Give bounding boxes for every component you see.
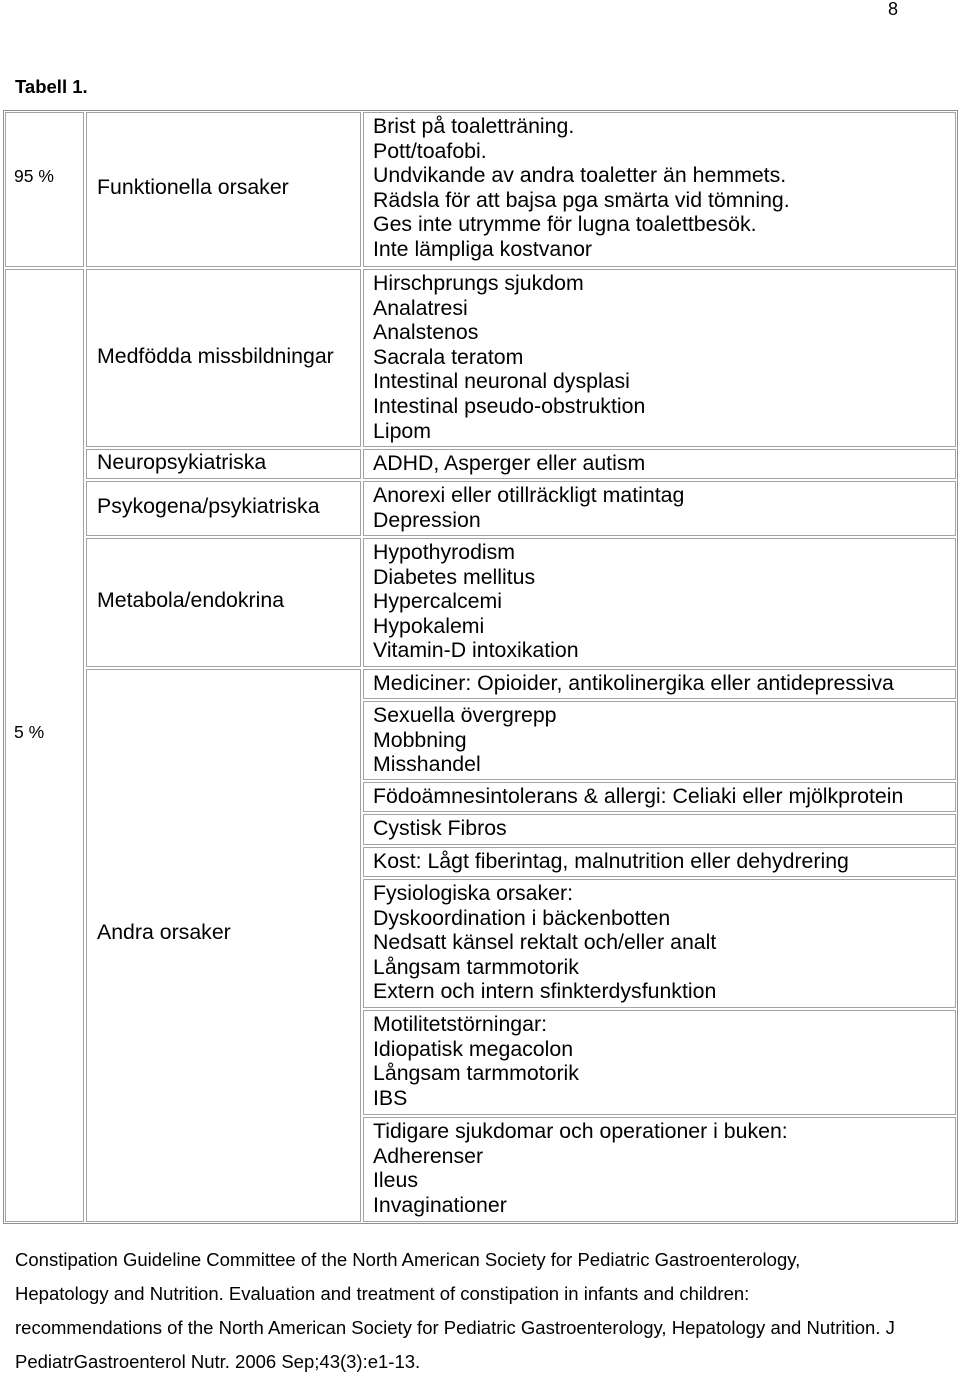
reference-line: recommendations of the North American Society for Pediatric Gastroenterology, Hepatology and Nutrition. J [15,1317,895,1338]
entry-line: IBS [373,1085,408,1110]
entry-line: Cystisk Fibros [373,816,507,840]
entry-line: Lipom [373,418,432,443]
entry-line: Hypothyrodism [373,540,516,564]
category-name: Neuropsykiatriska [97,449,267,474]
entry-line: Rädsla för att bajsa pga smärta vid tömning. [373,187,790,212]
entry-line: Diabetes mellitus [373,564,536,589]
category-name: Psykogena/psykiatriska [97,494,320,519]
page-number: 8 [888,0,899,19]
entry-line: Misshandel [373,752,481,777]
table-caption: Tabell 1. [15,76,88,97]
entry-line: Motilitetstörningar: [373,1012,547,1036]
entry-line: Depression [373,507,481,532]
reference-line: PediatrGastroenterol Nutr. 2006 Sep;43(3):e1-13. [15,1351,421,1372]
reference-line: Hepatology and Nutrition. Evaluation and treatment of constipation in infants and children: [15,1283,750,1304]
entry-line: Ges inte utrymme för lugna toalettbesök. [373,212,757,237]
entries-cell-motilitet [363,1010,956,1115]
reference-block [15,1249,895,1373]
entries-cell-overgrepp [363,701,956,780]
entry-line: Analatresi [373,295,468,320]
percent-cell-5 [5,269,84,1222]
category-name: Metabola/endokrina [97,588,285,613]
category-name: Medfödda missbildningar [97,343,334,368]
entries-cell-neuropsykiatriska [363,449,956,479]
entry-line: Dyskoordination i bäckenbotten [373,905,671,930]
entries-cell-metabola [363,538,956,667]
entry-line: Intestinal pseudo-obstruktion [373,393,646,418]
entry-line: Kost: Lågt fiberintag, malnutrition eller dehydrering [373,849,849,873]
entries-cell-kost [363,847,956,877]
category-cell-andra [86,669,361,1222]
entry-line: Nedsatt känsel rektalt och/eller analt [373,930,717,955]
entries-cell-funktionella [363,112,956,267]
entry-line: Intestinal neuronal dysplasi [373,369,630,394]
entry-line: Ileus [373,1168,418,1193]
percent-label: 5 % [14,721,45,742]
category-cell-psykogena [86,481,361,536]
entry-line: Extern och intern sfinkterdysfunktion [373,979,717,1004]
entries-cell-medfodda [363,269,956,447]
category-cell-neuropsykiatriska [86,449,361,479]
entry-line: Mediciner: Opioider, antikolinergika eller antidepressiva [373,671,894,695]
entries-cell-mediciner [363,669,956,699]
entry-line: Idiopatisk megacolon [373,1036,574,1061]
entry-line: Anorexi eller otillräckligt matintag [373,483,685,507]
entry-line: Invaginationer [373,1192,507,1217]
entry-line: Hypercalcemi [373,589,502,614]
entry-line: Undvikande av andra toaletter än hemmets. [373,163,787,188]
entry-line: Hirschprungs sjukdom [373,271,584,295]
causes-table [3,110,958,1224]
entry-line: Adherenser [373,1143,484,1168]
entry-line: Sexuella övergrepp [373,703,557,727]
category-cell-funktionella [86,112,361,267]
category-cell-metabola [86,538,361,667]
entries-cell-fodoamnesintolerans [363,782,956,812]
entries-cell-cystisk-fibros [363,814,956,845]
entry-line: Inte lämpliga kostvanor [373,236,593,261]
entry-line: Brist på toaletträning. [373,114,575,138]
entry-line: Vitamin-D intoxikation [373,638,579,663]
entry-line: Hypokalemi [373,613,485,638]
entry-line: Sacrala teratom [373,344,524,369]
category-name: Funktionella orsaker [97,175,289,200]
entry-line: Analstenos [373,320,479,345]
entry-line: Pott/toafobi. [373,138,487,163]
entry-line: Mobbning [373,727,467,752]
entry-line: Långsam tarmmotorik [373,1061,579,1086]
entry-line: Fysiologiska orsaker: [373,881,574,905]
category-name: Andra orsaker [97,920,231,945]
reference-line: Constipation Guideline Committee of the North American Society for Pediatric Gastroenterology, [15,1249,801,1270]
entries-cell-fysiologiska [363,879,956,1008]
entry-line: Långsam tarmmotorik [373,954,579,979]
entry-line: Tidigare sjukdomar och operationer i buken: [373,1119,788,1143]
percent-label: 95 % [14,165,54,186]
entry-line: ADHD, Asperger eller autism [373,451,646,475]
entries-cell-psykogena [363,481,956,536]
category-cell-medfodda [86,269,361,447]
entries-cell-tidigare-sjukdomar [363,1117,956,1222]
percent-cell-95 [5,112,84,267]
entry-line: Födoämnesintolerans & allergi: Celiaki eller mjölkprotein [373,784,904,808]
